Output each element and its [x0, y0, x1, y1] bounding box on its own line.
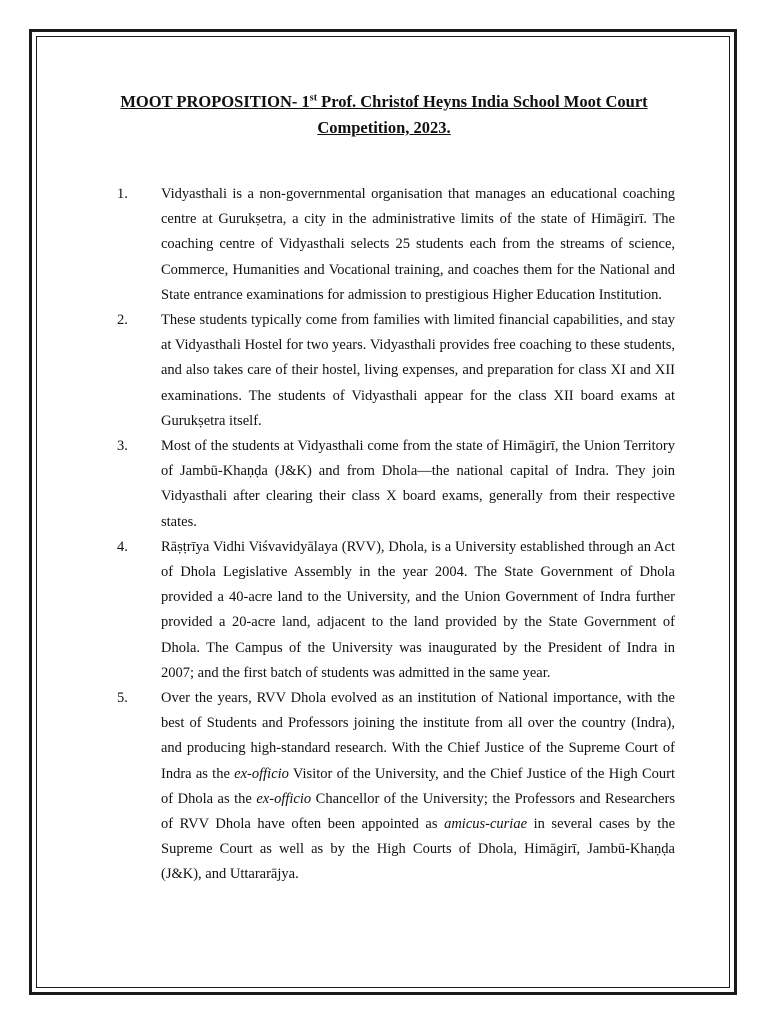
paragraph-2	[0, 308, 768, 434]
paragraph-text: Most of the students at Vidyasthali come from the state of Himāgirī, the Union Territory of Jambū-Khaṇḍa (J&K) and from Dhola—the national capital of Indra. They join Vidyasthali after clearing their class X board exams, generally from their respective states.	[161, 438, 675, 530]
paragraph-list	[0, 182, 768, 888]
paragraph-text: Vidyasthali is a non-governmental organisation that manages an educational coaching centre at Gurukṣetra, a city in the administrative limits of the state of Himāgirī. The coaching centre of Vidyasthali selects 25 students each from the streams of science, Commerce, Humanities and Vocational training, and coaches them for the National and State entrance examinations for admission to prestigious Higher Education Institution.	[161, 186, 675, 303]
paragraph-text	[161, 686, 675, 888]
title-text-b: Prof. Christof Heyns India School Moot Court	[317, 92, 648, 111]
paragraph-number: 2.	[117, 312, 128, 329]
paragraph-1	[0, 182, 768, 308]
paragraph-number: 5.	[117, 690, 128, 707]
italic-term: ex-officio	[234, 765, 289, 782]
title-line-2: Competition, 2023.	[317, 118, 451, 137]
paragraph-text-segment: Chancellor of the University; the Professors and Researchers of RVV Dhola have often been appointed as	[161, 790, 676, 833]
paragraph-text-segment: in several cases by the Supreme Court as well as by the High Courts of Dhola, Himāgirī, Jambū-Khaṇḍa (J&K), and Uttararājya.	[161, 816, 676, 883]
paragraph-4	[0, 535, 768, 686]
paragraph-number: 4.	[117, 538, 128, 555]
paragraph-number: 1.	[117, 186, 128, 202]
title-text-a: MOOT PROPOSITION- 1	[120, 92, 310, 111]
paragraph-text-segment: Over the years, RVV Dhola evolved as an institution of National importance, with the best of Students and Professors joining the institute from all over the country (Indra), and producing high-standard research. With the Chief Justice of the Supreme Court of Indra as the	[161, 690, 675, 782]
paragraph-number: 3.	[117, 438, 128, 455]
paragraph-text-segment: Visitor of the University, and the Chief Justice of the High Court of Dhola as the	[161, 765, 675, 807]
title-line-1	[120, 92, 647, 111]
italic-term: ex-officio	[256, 790, 312, 807]
paragraph-text: Rāṣṭrīya Vidhi Viśvavidyālaya (RVV), Dhola, is a University established through an Act of Dhola Legislative Assembly in the year 2004. The State Government of Dhola provided a 40-acre land to the University, and the Union Government of Indra further provided a 20-acre land, adjacent to the land provided by the State Government of Dhola. The Campus of the University was inaugurated by the President of Indra in 2007; and the first batch of students was admitted in the same year.	[161, 538, 675, 681]
paragraph-5	[0, 686, 768, 888]
paragraph-text: These students typically come from families with limited financial capabilities, and stay at Vidyasthali Hostel for two years. Vidyasthali provides free coaching to these students, and also takes care of their hostel, living expenses, and preparation for class XI and XII examinations. The students of Vidyasthali appear for the class XII board exams at Gurukṣetra itself.	[161, 312, 675, 429]
italic-term: amicus-curiae	[444, 816, 528, 833]
title-superscript: st	[309, 92, 318, 104]
paragraph-3	[0, 434, 768, 535]
document-title	[90, 89, 678, 141]
